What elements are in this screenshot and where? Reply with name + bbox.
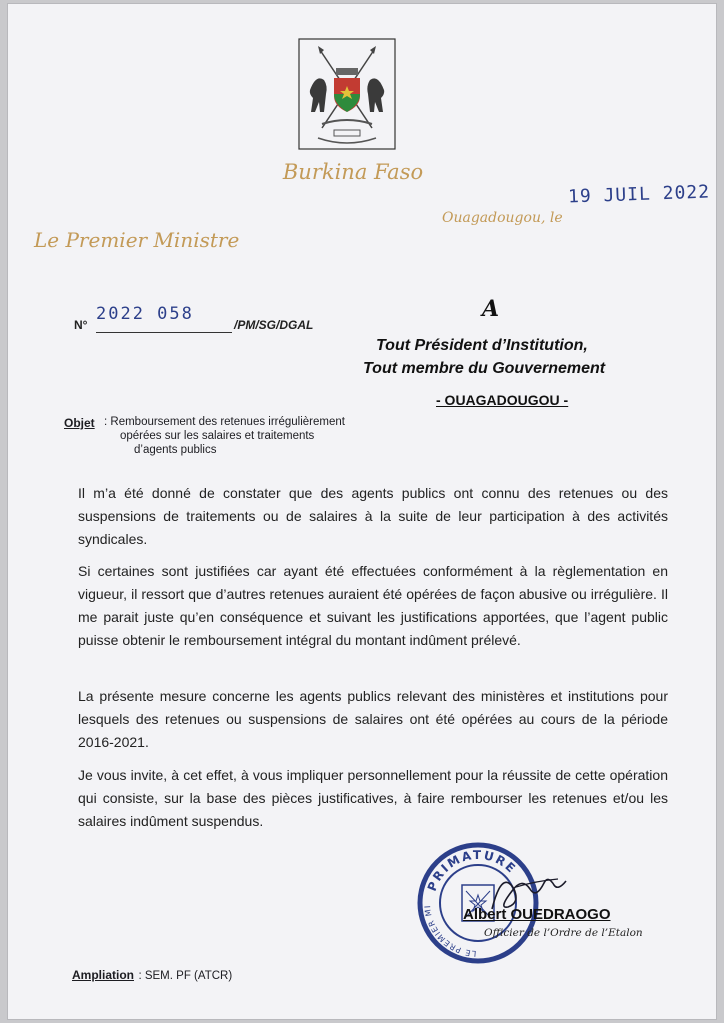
letter-page — [8, 4, 716, 1019]
body-paragraph-2: Si certaines sont justifiées car ayant été effectuées conformément à la règlementation en vigueur, il ressort que d’autres retenues auraient été opérées de façon abusive ou irrégulière. Il me parait juste qu’en conséquence et suivant les justifications apportées, que l’agent public puisse obtenir le remboursement intégral du montant indûment prélevé. — [78, 563, 668, 648]
signatory-title: Officier de l’Ordre de l’Etalon — [484, 927, 643, 939]
signatory-name: Albert OUEDRAOGO — [463, 906, 611, 923]
ampliation-label: Ampliation — [72, 968, 134, 982]
recipient-line-2: Tout membre du Gouvernement — [363, 360, 606, 377]
object-line-3: d’agents publics — [134, 444, 217, 456]
reference-label: N° — [74, 318, 88, 332]
sender-title: Le Premier Ministre — [34, 228, 240, 252]
place-date-line: Ouagadougou, le — [442, 210, 563, 226]
coat-of-arms-icon — [298, 38, 396, 150]
object-label: Objet — [64, 416, 95, 430]
seal-text-left: LE PREMIER MI — [423, 904, 477, 959]
seal-text-top: PRIMATURE — [424, 847, 520, 894]
ampliation-value: : SEM. PF (ATCR) — [138, 970, 233, 982]
object-line-2: opérées sur les salaires et traitements — [120, 430, 315, 442]
recipient-line-1: Tout Président d’Institution, — [376, 337, 588, 354]
recipient-prefix: A — [482, 296, 500, 322]
body-paragraph-4: Je vous invite, à cet effet, à vous impliquer personnellement pour la réussite de cette opération qui consiste, sur la base des pièces justificatives, à faire rembourser les retenues et/ou les salaires indûment suspendus. — [78, 767, 668, 829]
ampliation-line — [72, 966, 232, 984]
reference-underline — [96, 332, 232, 333]
reference-suffix: /PM/SG/DGAL — [234, 318, 314, 332]
country-name: Burkina Faso — [282, 160, 424, 184]
reference-number-stamp: 2022 058 — [96, 304, 194, 324]
recipient-city: - OUAGADOUGOU - — [436, 392, 569, 408]
date-stamp: 19 JUIL 2022 — [567, 181, 711, 208]
reference-line — [74, 304, 344, 334]
body-paragraph-3: La présente mesure concerne les agents publics relevant des ministères et institutions pour lesquels des retenues ou suspensions de salaires ont été opérées au cours de la période 2016-2021. — [78, 688, 668, 750]
body-paragraph-1: Il m’a été donné de constater que des agents publics ont connu des retenues ou des suspensions de traitements ou de salaires à la suite de leur participation à des activités syndicales. — [78, 485, 668, 547]
object-line-1: : Remboursement des retenues irrégulièrement — [104, 416, 345, 428]
